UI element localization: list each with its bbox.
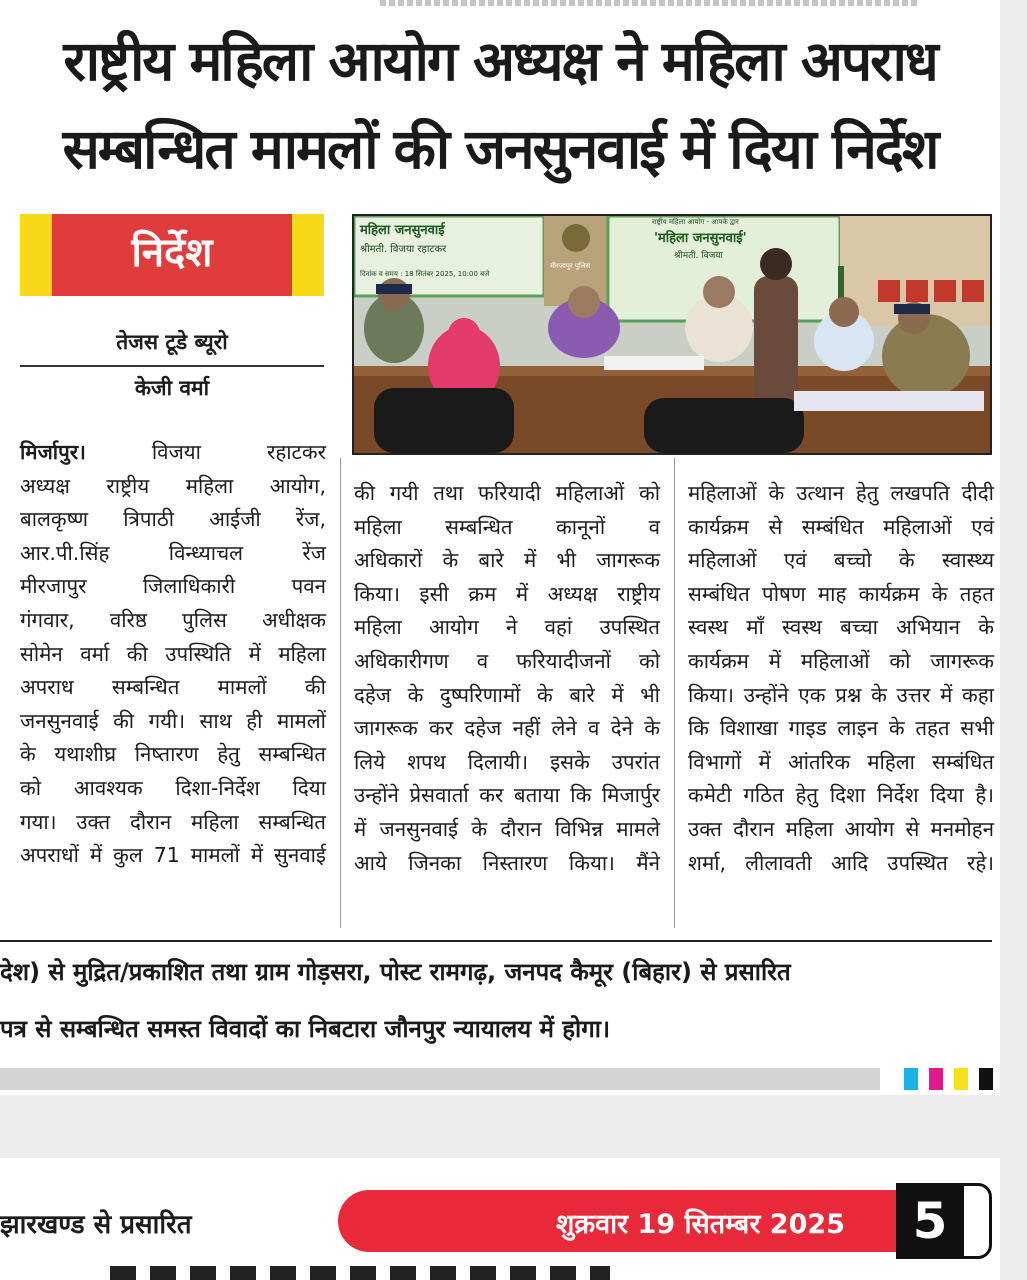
dateline: मिर्जापुर। — [20, 440, 86, 464]
text-line: महिलाओं के उत्थान हेतु लखपति दीदी — [688, 481, 994, 505]
banner-right-top: राष्ट्रीय महिला आयोग - आपके द्वार — [652, 218, 739, 226]
previous-text-strip — [380, 0, 920, 6]
imprint-line-1: देश) से मुद्रित/प्रकाशित तथा ग्राम गोड़सरा, पोस्ट रामगढ़, जनपद कैमूर (बिहार) से प्रसारित — [0, 958, 791, 986]
print-margin-bar — [0, 1068, 880, 1090]
news-photo — [352, 214, 992, 455]
text-line: को आवश्यक दिशा-निर्देश दिया — [20, 775, 326, 800]
text-line: विभागों में आंतरिक महिला सम्बंधित — [688, 749, 994, 774]
headline-line-1: राष्ट्रीय महिला आयोग अध्यक्ष ने महिला अपराध — [63, 29, 937, 93]
text-line: शर्मा, लीलावती आदि उपस्थित रहे। — [688, 850, 994, 875]
photo-scene — [354, 216, 990, 453]
article-first-line — [20, 436, 326, 470]
issue-date: शुक्रवार 19 सितम्बर 2025 — [556, 1209, 845, 1240]
registration-mark-yellow — [954, 1068, 968, 1090]
section-tag-label: निर्देश — [52, 214, 292, 296]
byline-divider — [20, 365, 324, 367]
bureau-byline: तेजस टूडे ब्यूरो — [116, 330, 228, 354]
section-tag — [20, 214, 324, 296]
article-column-1 — [20, 436, 326, 873]
text-line: अधिकारीगण व फरियादीजनों को — [354, 648, 660, 673]
registration-mark-magenta — [929, 1068, 943, 1090]
imprint-line-2: पत्र से सम्बन्धित समस्त विवादों का निबटारा जौनपुर न्यायालय में होगा। — [0, 1015, 611, 1043]
text-line: दहेज के दुष्परिणामों के बारे में भी — [354, 682, 660, 707]
text-line: लिये शपथ दिलायी। इसके उपरांत — [354, 749, 660, 774]
text-line: कार्यक्रम से सम्बंधित महिलाओं एवं — [688, 514, 994, 539]
police-emblem — [562, 224, 590, 252]
text-line: किया। उन्होंने एक प्रश्न के उत्तर में कहा — [688, 682, 994, 707]
text-line: कि विशाखा गाइड लाइन के तहत सभी — [688, 716, 994, 741]
page-number: 5 — [896, 1186, 964, 1256]
banner-left-name: श्रीमती. विजया रहाटकर — [360, 244, 447, 255]
article-first-line-text: विजया रहाटकर — [85, 440, 326, 464]
text-line: जनसुनवाई की गयी। साथ ही मामलों — [20, 708, 326, 733]
column-divider — [340, 458, 341, 928]
text-line: उक्त दौरान महिला आयोग से मनमोहन — [688, 816, 994, 841]
text-line: मीरजापुर जिलाधिकारी पवन — [20, 574, 326, 599]
text-line: स्वस्थ माँ स्वस्थ बच्चा अभियान के — [688, 615, 994, 640]
text-line: सोमेन वर्मा की उपस्थिति में महिला — [20, 641, 326, 666]
next-headline-cutoff — [110, 1266, 610, 1280]
text-line: कमेटी गठित हेतु दिशा निर्देश दिया है। — [688, 783, 994, 808]
banner-right-name: श्रीमती. विजया — [674, 251, 723, 261]
text-line: किया। इसी क्रम में अध्यक्ष राष्ट्रीय — [354, 581, 660, 606]
text-line: आर.पी.सिंह विन्ध्याचल रेंज — [20, 540, 326, 565]
article-column-3 — [688, 477, 994, 880]
text-line: सम्बंधित पोषण माह कार्यक्रम के तहत — [688, 581, 994, 606]
text-line: की गयी तथा फरियादी महिलाओं को — [354, 481, 660, 505]
registration-mark-black — [979, 1068, 993, 1090]
banner-left-date: दिनांक व समय : 18 सितंबर 2025, 10:00 बजे — [360, 270, 490, 278]
text-line: महिला आयोग ने वहां उपस्थित — [354, 615, 660, 640]
text-line: अपराधों में कुल 71 मामलों में सुनवाई — [20, 843, 326, 868]
text-line: में जनसुनवाई के दौरान विभिन्न मामले — [354, 816, 660, 841]
text-line: गया। उक्त दौरान महिला सम्बन्धित — [20, 809, 326, 834]
column-divider — [674, 458, 675, 928]
text-line: अधिकारों के बारे में भी जागरूक — [354, 548, 660, 573]
logo-caption: मीरजापुर पुलिस — [550, 262, 591, 270]
text-line: उन्होंने प्रेसवार्ता कर बताया कि मिजार्पुर — [354, 783, 660, 808]
text-line: महिलाओं एवं बच्चो के स्वास्थ्य — [688, 548, 994, 573]
text-line: अपराध सम्बन्धित मामलों की — [20, 675, 326, 700]
article-column-2 — [354, 477, 660, 880]
text-line: महिला सम्बन्धित कानूनों व — [354, 514, 660, 539]
banner-right-title: 'महिला जनसुनवाई' — [654, 231, 747, 246]
text-line: अध्यक्ष राष्ट्रीय महिला आयोग, — [20, 473, 326, 498]
text-line: बालकृष्ण त्रिपाठी आईजी रेंज, — [20, 507, 326, 532]
text-line: गंगवार, वरिष्ठ पुलिस अधीक्षक — [20, 607, 326, 632]
banner-left-title: महिला जनसुनवाई — [360, 223, 445, 238]
registration-mark-cyan — [904, 1068, 918, 1090]
footer-divider — [0, 940, 992, 942]
masthead-region: झारखण्ड से प्रसारित — [0, 1210, 192, 1240]
text-line: जागरूक कर दहेज नहीं लेने व देने के — [354, 716, 660, 741]
text-line: के यथाशीघ्र निष्तारण हेतु सम्बन्धित — [20, 742, 326, 767]
text-line: कार्यक्रम में महिलाओं को जागरूक — [688, 648, 994, 673]
text-line: आये जिनका निस्तारण किया। मैंने — [354, 850, 660, 875]
headline-line-2: सम्बन्धित मामलों की जनसुनवाई में दिया निर्देश — [62, 117, 938, 181]
reporter-byline: केजी वर्मा — [134, 376, 210, 400]
